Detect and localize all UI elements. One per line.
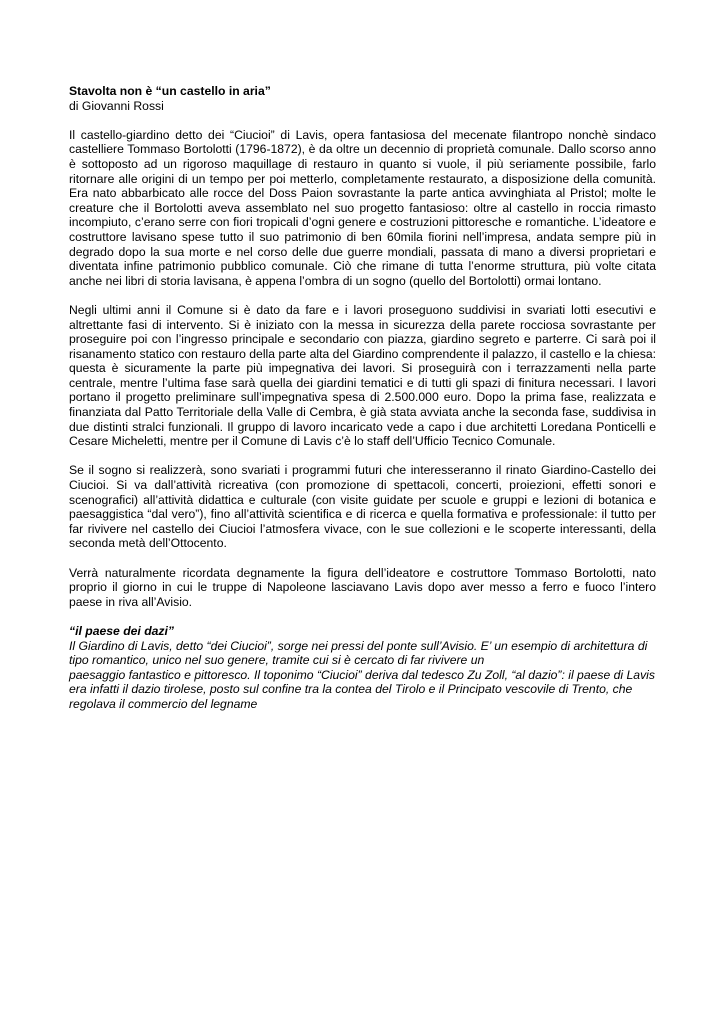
- paragraph-2: Negli ultimi anni il Comune si è dato da fare e i lavori proseguono suddivisi in svariati lotti esecutivi e altrettante fasi di intervento. Si è iniziato con la messa in sicurezza della parete rocciosa sovrastante per proseguire poi con l’ingresso principale e secondario con piazza, giardino segreto e parterre. Ci sarà poi il risanamento statico con restauro della parte alta del Giardino comprendente il palazzo, il castello e la chiesa: questa è sicuramente la parte più impegnativa dei lavori. Si proseguirà con i terrazzamenti nella parte centrale, mentre l’ultima fase sarà quella dei giardini tematici e di tutti gli spazi di finitura necessari. I lavori portano il progetto preliminare sull’impegnativa spesa di 2.500.000 euro. Dopo la prima fase, realizzata e finanziata dal Patto Territoriale della Valle di Cembra, è già stata avviata anche la seconda fase, suddivisa in due distinti stralci funzionali. Il gruppo di lavoro incaricato vede a capo i due architetti Loredana Ponticelli e Cesare Micheletti, mentre per il Comune di Lavis c’è lo staff dell’Ufficio Tecnico Comunale.: [69, 302, 656, 449]
- sidebar-box: [69, 624, 656, 712]
- paragraph-3: Se il sogno si realizzerà, sono svariati i programmi futuri che interesseranno il rinato Giardino-Castello dei Ciucioi. Si va dall’attività ricreativa (con promozione di spettacoli, concerti, proiezioni, effetti sonori e scenografici) all’attività didattica e culturale (con visite guidate per scuole e gruppi e lezioni di botanica e paesaggistica “dal vero”), fino all’attività scientifica e di ricerca e quella formativa e professionale: il tutto per far rivivere nel castello dei Ciucioi l’atmosfera vivace, con le sue collezioni e le scoperte interessanti, della seconda metà dell’Ottocento.: [69, 463, 656, 551]
- article-title: Stavolta non è “un castello in aria”: [69, 84, 271, 98]
- box-text-1: Il Giardino di Lavis, detto “dei Ciucioi”, sorge nei pressi del ponte sull’Avisio. E’ un esempio di architettura di tipo romantico, unico nel suo genere, tramite cui si è cercato di far rivivere un: [69, 638, 648, 668]
- article-author: di Giovanni Rossi: [69, 98, 164, 113]
- box-title: “il paese dei dazi”: [69, 623, 174, 638]
- document-page: [69, 84, 656, 712]
- paragraph-1: Il castello-giardino detto dei “Ciucioi” di Lavis, opera fantasiosa del mecenate filantropo nonchè sindaco castelliere Tommaso Bortolotti (1796-1872), è da oltre un decennio di proprietà comunale. Dallo scorso anno è sottoposto ad un rigoroso maquillage di restauro in quanto si vuole, il più seriamente possibile, farlo ritornare alle origini di un tempo per poi metterlo, completamente restaurato, a disposizione della comunità. Era nato abbarbicato alle rocce del Doss Paion sovrastante la parte antica avvinghiata al Pristol; molte le creature che il Bortolotti aveva assemblato nel suo progetto fantasioso: oltre al castello in roccia rimasto incompiuto, c’erano serre con fiori tropicali d’ogni genere e costruzioni pittoresche e romantiche. L’ideatore e costruttore lavisano spese tutto il suo patrimonio di ben 60mila fiorini nell’impresa, andata sempre più in degrado dopo la sua morte e nel corso delle due guerre mondiali, passata di mano a diversi proprietari e diventata infine patrimonio pubblico comunale. Ciò che rimane di tutta l’enorme struttura, più volte citata anche nei libri di storia lavisana, è appena l’ombra di un sogno (quello del Bortolotti) ormai lontano.: [69, 127, 656, 288]
- paragraph-4: Verrà naturalmente ricordata degnamente la figura dell’ideatore e costruttore Tommaso Bortolotti, nato proprio il giorno in cui le truppe di Napoleone lasciavano Lavis dopo aver messo a ferro e fuoco l’intero paese in riva all’Avisio.: [69, 565, 656, 609]
- box-text-2: paesaggio fantastico e pittoresco. Il toponimo “Ciucioi” deriva dal tedesco Zu Zoll, “al dazio”: il paese di Lavis era infatti il dazio tirolese, posto sul confine tra la contea del Tirolo e il Principato vescovile di Trento, che regolava il commercio del legname: [69, 667, 655, 711]
